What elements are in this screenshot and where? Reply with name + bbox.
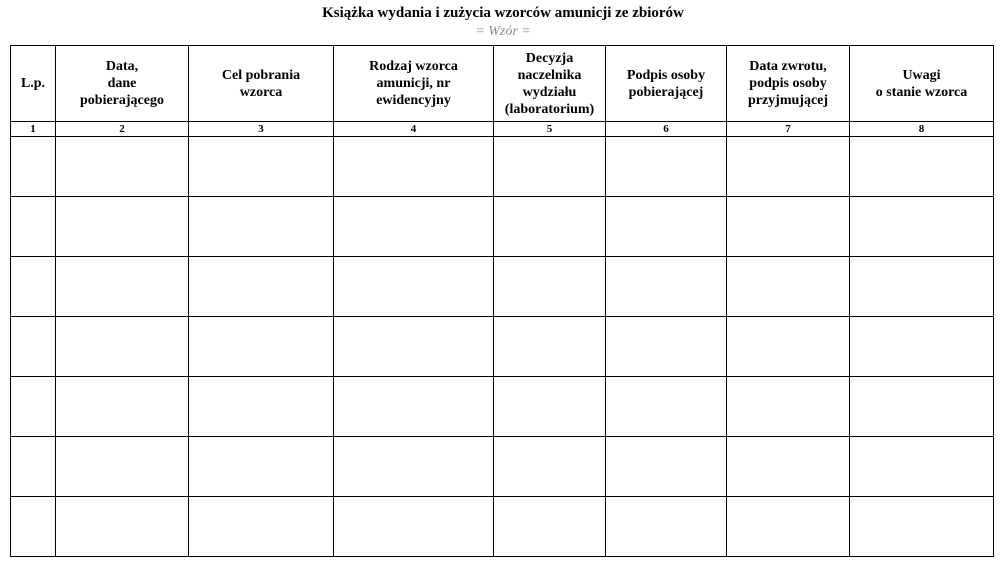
table-cell [606, 137, 727, 197]
table-cell [11, 197, 56, 257]
header-sample-type: Rodzaj wzorca amunicji, nr ewidencyjny [334, 46, 494, 122]
table-cell [334, 497, 494, 557]
table-row [11, 377, 994, 437]
column-number: 5 [494, 122, 606, 137]
table-cell [850, 437, 994, 497]
table-row [11, 257, 994, 317]
column-number: 4 [334, 122, 494, 137]
table-cell [606, 497, 727, 557]
ammunition-register-table [10, 45, 994, 557]
table-cell [189, 197, 334, 257]
table-cell [727, 317, 850, 377]
table-cell [850, 497, 994, 557]
table-row [11, 197, 994, 257]
header-lp: L.p. [11, 46, 56, 122]
table-cell [189, 377, 334, 437]
table-cell [11, 497, 56, 557]
table-cell [11, 437, 56, 497]
table-cell [850, 137, 994, 197]
header-decision: Decyzja naczelnika wydziału (laboratorium) [494, 46, 606, 122]
table-cell [494, 137, 606, 197]
table-cell [189, 497, 334, 557]
header-date-recipient: Data, dane pobierającego [56, 46, 189, 122]
column-number: 1 [11, 122, 56, 137]
table-cell [334, 257, 494, 317]
column-number: 2 [56, 122, 189, 137]
table-cell [334, 197, 494, 257]
table-cell [189, 317, 334, 377]
table-cell [56, 317, 189, 377]
table-cell [334, 437, 494, 497]
table-cell [189, 437, 334, 497]
table-cell [727, 197, 850, 257]
table-cell [850, 377, 994, 437]
table-row [11, 137, 994, 197]
header-return: Data zwrotu, podpis osoby przyjmującej [727, 46, 850, 122]
header-purpose: Cel pobrania wzorca [189, 46, 334, 122]
table-cell [850, 257, 994, 317]
table-cell [334, 137, 494, 197]
header-row [11, 46, 994, 122]
table-cell [56, 137, 189, 197]
table-cell [56, 257, 189, 317]
table-row [11, 317, 994, 377]
table-cell [727, 497, 850, 557]
table-cell [56, 497, 189, 557]
table-cell [494, 437, 606, 497]
table-cell [727, 377, 850, 437]
column-number: 6 [606, 122, 727, 137]
table-cell [494, 497, 606, 557]
column-number-row [11, 122, 994, 137]
table-cell [850, 317, 994, 377]
column-number: 3 [189, 122, 334, 137]
table-cell [334, 377, 494, 437]
table-cell [727, 257, 850, 317]
table-cell [56, 197, 189, 257]
table-row [11, 497, 994, 557]
table-cell [11, 377, 56, 437]
table-cell [11, 317, 56, 377]
table-cell [56, 377, 189, 437]
table-cell [494, 197, 606, 257]
column-number: 8 [850, 122, 994, 137]
table-cell [606, 257, 727, 317]
header-remarks: Uwagi o stanie wzorca [850, 46, 994, 122]
document-title: Książka wydania i zużycia wzorców amunicji ze zbiorów [322, 5, 684, 21]
column-number: 7 [727, 122, 850, 137]
table-cell [606, 317, 727, 377]
table-cell [334, 317, 494, 377]
table-cell [606, 197, 727, 257]
table-cell [494, 317, 606, 377]
table-cell [494, 257, 606, 317]
table-cell [56, 437, 189, 497]
table-cell [189, 257, 334, 317]
document-subtitle: = Wzór = [475, 24, 531, 39]
table-cell [850, 197, 994, 257]
header-recipient-signature: Podpis osoby pobierającej [606, 46, 727, 122]
table-cell [189, 137, 334, 197]
table-row [11, 437, 994, 497]
table-cell [606, 437, 727, 497]
table-cell [727, 437, 850, 497]
table-cell [11, 257, 56, 317]
table-cell [727, 137, 850, 197]
table-cell [494, 377, 606, 437]
table-cell [11, 137, 56, 197]
table-cell [606, 377, 727, 437]
